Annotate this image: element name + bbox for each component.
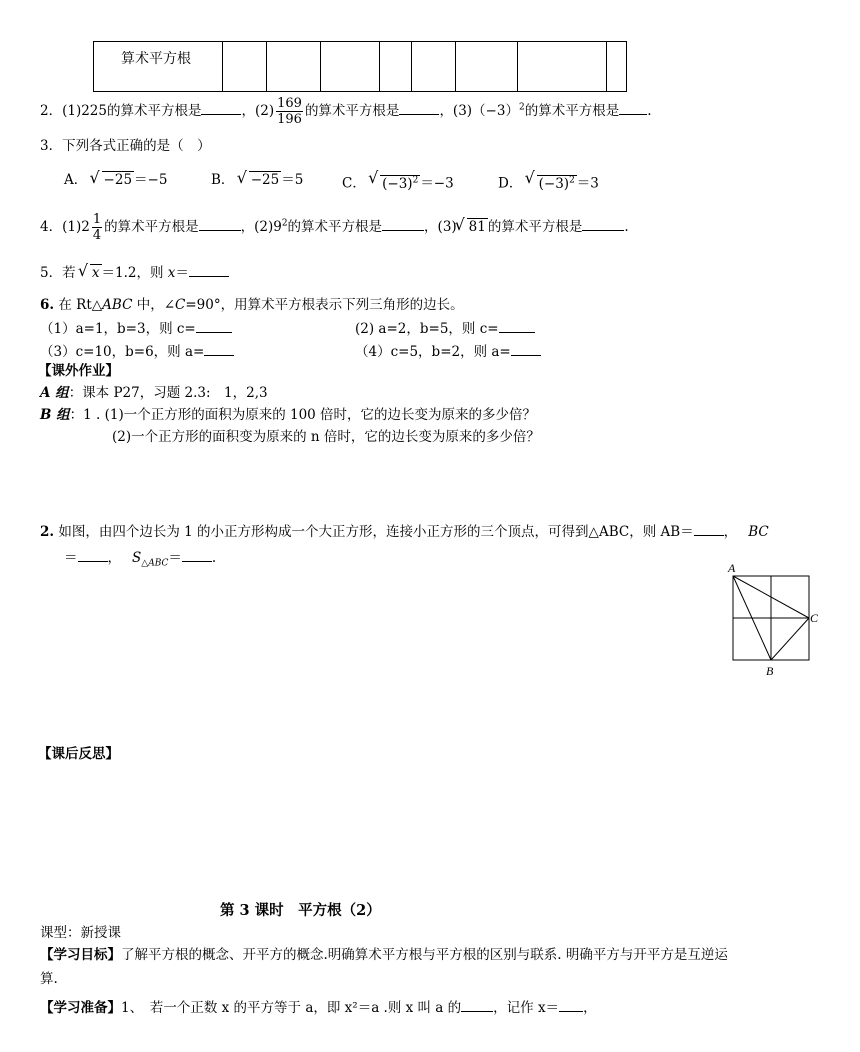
question-3-stem: 3．下列各式正确的是（ ） — [40, 138, 211, 154]
question-6-sub-1: （1）a=1，b=3，则 c= — [40, 318, 232, 338]
lesson-title: 第 3 课时 平方根（2） — [220, 902, 381, 919]
table-cell — [607, 42, 627, 92]
triangle-figure — [722, 556, 822, 680]
reflection-title: 【课后反思】 — [38, 746, 119, 762]
table-cell — [412, 42, 456, 92]
homework-group-a: A 组：课本 P27，习题 2.3: 1，2,3 — [40, 385, 268, 401]
label-b: B — [766, 664, 774, 678]
label-c: C — [810, 611, 819, 625]
table-cell — [267, 42, 321, 92]
table-cell — [518, 42, 607, 92]
lesson-type: 课型：新授课 — [40, 925, 121, 941]
question-4: 4．(1)2 $\frac{1}{4}$ 的算术平方根是 ，$(2)9^2$的算术平方根是 ，(3)√ 81 的算术平方根是 . — [40, 212, 629, 243]
homework-group-b: B 组：1 . (1)一个正方形的面积为原来的 100 倍时，它的边长变为原来的多少倍？ — [40, 407, 537, 423]
question-2: 2．(1)225的算术平方根是 ，(2) $\frac{169}{196}$ 的算术平方根是 ，$(3)(-3)^2$的算术平方根是 . — [40, 96, 652, 127]
table-cell — [380, 42, 412, 92]
question-3-option-c: C． √ $(-3)^2 =-3$ — [342, 171, 454, 193]
learning-goal-2: 算. — [40, 971, 58, 987]
learning-goal: 【学习目标】了解平方根的概念、开平方的概念.明确算术平方根与平方根的区别与联系. 明确平方与开平方是互逆运 — [40, 947, 728, 963]
figure-question-line-2: ＝ ， $S_{\triangle ABC}=$ . — [64, 547, 216, 573]
triangle-side-bc — [771, 618, 809, 660]
question-6-sub-2: (2) a=2，b=5，则 c= — [355, 318, 535, 338]
table-cell — [223, 42, 267, 92]
question-3-option-d: D． √ $(-3)^2 =3$ — [498, 171, 599, 193]
question-3-option-b: B． √ −25 ＝5 — [211, 171, 303, 189]
question-6-stem: 6. 在 Rt△ABC 中，∠C=90°，用算术平方根表示下列三角形的边长。 — [40, 297, 464, 313]
homework-group-b-2: (2)一个正方形的面积变为原来的 n 倍时，它的边长变为原来的多少倍？ — [112, 429, 540, 445]
homework-title: 【课外作业】 — [38, 363, 119, 379]
question-6-sub-4: （4）c=5，b=2，则 a= — [355, 341, 541, 361]
label-a: A — [728, 561, 736, 575]
learning-prep: 【学习准备】1、 若一个正数 x 的平方等于 a，即 x²＝a .则 x 叫 a 的 ，记作 x＝ ， — [40, 997, 597, 1017]
fraction-169-196: $\frac{169}{196}$ — [277, 96, 302, 127]
question-5: 5．若 √ x ＝1.2，则 x＝ — [40, 262, 229, 282]
question-3-option-a: A． √ −25 ＝−5 — [64, 171, 167, 189]
table-header-cell: 算术平方根 — [94, 42, 223, 92]
question-6-sub-3: （3）c=10，b=6，则 a= — [40, 341, 234, 361]
table-cell — [321, 42, 380, 92]
sqrt-table — [93, 41, 627, 92]
figure-question: 2. 如图，由四个边长为 1 的小正方形构成一个大正方形，连接小正方形的三个顶点，可得到△ABC，则 AB＝ ， BC — [40, 521, 769, 541]
table-cell — [456, 42, 518, 92]
fraction-1-4: $\frac{1}{4}$ — [92, 212, 102, 243]
